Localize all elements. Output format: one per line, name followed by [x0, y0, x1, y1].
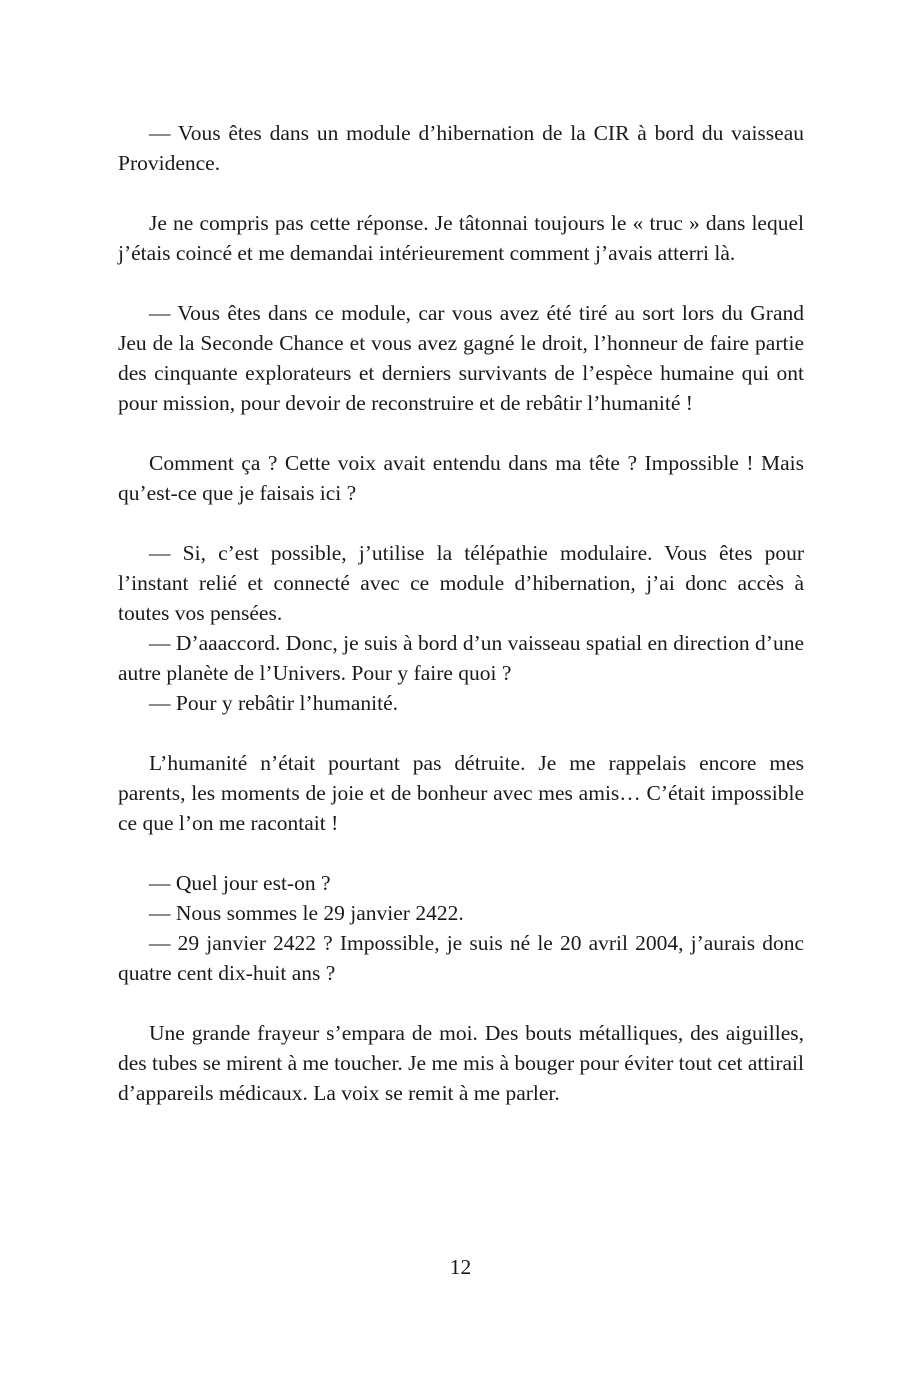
page-number: 12	[449, 1255, 472, 1279]
dialogue-line: — Nous sommes le 29 janvier 2422.	[149, 901, 464, 925]
paragraph-gap	[118, 988, 804, 1018]
dialogue-line: — D’aaaccord. Donc, je suis à bord d’un vaisseau spatial en direction d’une autre planète de l’Univers. Pour y faire quoi ?	[118, 631, 804, 685]
narrative-paragraph: Comment ça ? Cette voix avait entendu dans ma tête ? Impossible ! Mais qu’est-ce que je faisais ici ?	[118, 451, 804, 505]
body-text	[118, 118, 804, 1108]
dialogue-line: — Quel jour est-on ?	[149, 871, 331, 895]
dialogue-line: — Vous êtes dans ce module, car vous avez été tiré au sort lors du Grand Jeu de la Seconde Chance et vous avez gagné le droit, l’honneur de faire partie des cinquante explorateurs et derniers survivants de l’espèce humaine qui ont pour mission, pour devoir de reconstruire et de rebâtir l’humanité !	[118, 301, 804, 415]
narrative-paragraph: Une grande frayeur s’empara de moi. Des bouts métalliques, des aiguilles, des tubes se mirent à me toucher. Je me mis à bouger pour éviter tout cet attirail d’appareils médicaux. La voix se remit à me parler.	[118, 1021, 804, 1105]
paragraph-gap	[118, 838, 804, 868]
paragraph-gap	[118, 508, 804, 538]
dialogue-line: — Si, c’est possible, j’utilise la télépathie modulaire. Vous êtes pour l’instant relié et connecté avec ce module d’hibernation, j’ai donc accès à toutes vos pensées.	[118, 541, 804, 625]
paragraph-gap	[118, 718, 804, 748]
dialogue-line: — Pour y rebâtir l’humanité.	[149, 691, 398, 715]
dialogue-line: — 29 janvier 2422 ? Impossible, je suis né le 20 avril 2004, j’aurais donc quatre cent dix-huit ans ?	[118, 931, 804, 985]
narrative-paragraph: L’humanité n’était pourtant pas détruite. Je me rappelais encore mes parents, les moments de joie et de bonheur avec mes amis… C’était impossible ce que l’on me racontait !	[118, 751, 804, 835]
paragraph-gap	[118, 178, 804, 208]
paragraph-gap	[118, 418, 804, 448]
paragraph-gap	[118, 268, 804, 298]
narrative-paragraph: Je ne compris pas cette réponse. Je tâtonnai toujours le « truc » dans lequel j’étais coincé et me demandai intérieurement comment j’avais atterri là.	[118, 211, 804, 265]
dialogue-line: — Vous êtes dans un module d’hibernation de la CIR à bord du vaisseau Providence.	[118, 121, 804, 175]
